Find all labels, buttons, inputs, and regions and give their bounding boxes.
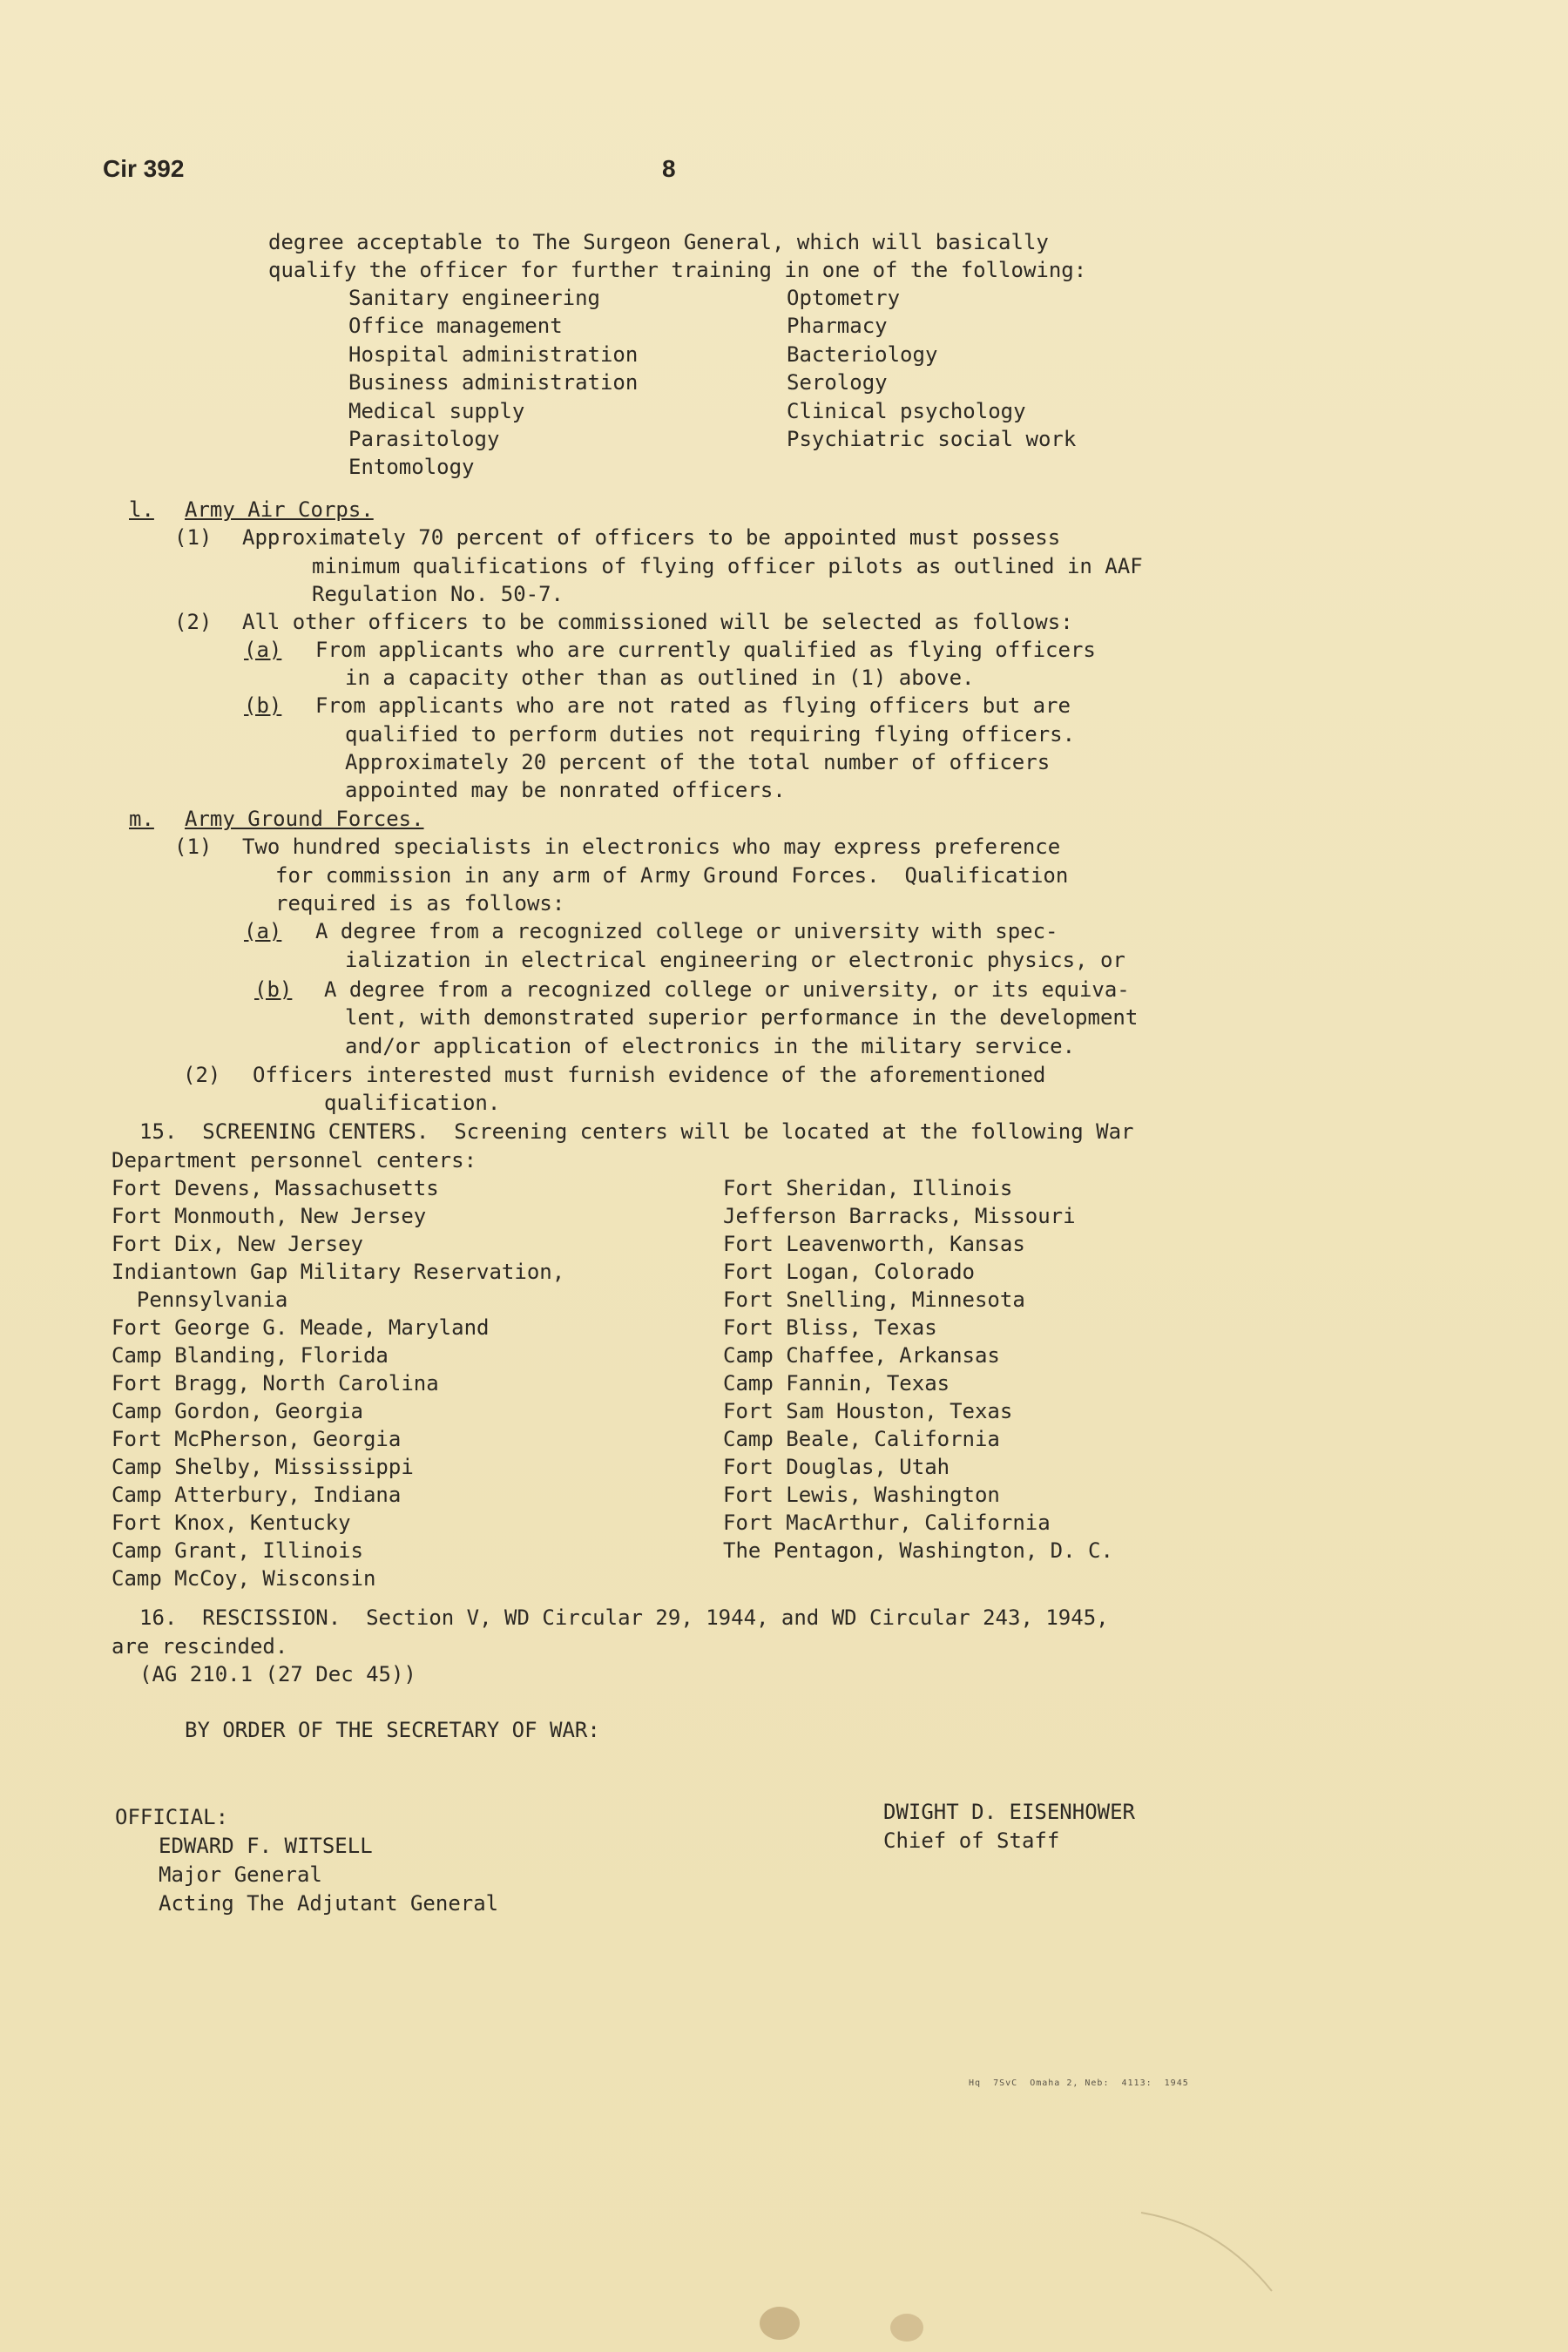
page-number: 8 [662, 155, 676, 182]
paragraph-text: Officers interested must furnish evidence of the aforementioned [253, 1063, 1046, 1087]
center-item: Camp McCoy, Wisconsin [112, 1566, 376, 1591]
crease-mark [1132, 2195, 1289, 2308]
center-item: Fort Sam Houston, Texas [723, 1399, 1013, 1423]
field-item: Medical supply [348, 399, 525, 423]
field-item: Office management [348, 314, 563, 338]
paragraph-number: (1) [174, 525, 213, 550]
paragraph-text: All other officers to be commissioned will be selected as follows: [242, 610, 1073, 634]
field-item: Pharmacy [787, 314, 888, 338]
subparagraph-letter: (b) [254, 977, 293, 1002]
paragraph-text: Regulation No. 50-7. [312, 582, 564, 606]
center-item: Fort McPherson, Georgia [112, 1427, 402, 1451]
paragraph-text: ialization in electrical engineering or electronic physics, or [345, 948, 1125, 972]
ink-stain [890, 2314, 923, 2342]
center-item: Camp Shelby, Mississippi [112, 1455, 414, 1479]
circular-number: Cir 392 [103, 155, 185, 182]
field-item: Parasitology [348, 427, 500, 451]
section-m-marker: m. [129, 807, 154, 831]
section-l-marker: l. [129, 497, 154, 522]
field-item: Optometry [787, 286, 901, 310]
center-item: Fort Bragg, North Carolina [112, 1371, 439, 1396]
field-item: Hospital administration [348, 342, 639, 367]
center-item: Camp Fannin, Texas [723, 1371, 950, 1396]
section-16-heading: 16. RESCISSION. Section V, WD Circular 29, 1944, and WD Circular 243, 1945, [139, 1605, 1109, 1630]
paragraph-text: Approximately 70 percent of officers to be appointed must possess [242, 525, 1061, 550]
section-15-heading: 15. SCREENING CENTERS. Screening centers will be located at the following War [139, 1119, 1134, 1144]
paragraph-text: lent, with demonstrated superior performance in the development [345, 1005, 1139, 1030]
paragraph-number: (1) [174, 835, 213, 859]
printer-imprint: Hq 7SvC Omaha 2, Neb: 4113: 1945 [969, 2078, 1189, 2088]
section-l-title: Army Air Corps. [185, 497, 374, 522]
field-item: Business administration [348, 370, 639, 395]
field-item: Sanitary engineering [348, 286, 600, 310]
center-item: Fort Lewis, Washington [723, 1483, 1000, 1507]
paragraph-text: From applicants who are not rated as flying officers but are [315, 693, 1071, 718]
subparagraph-letter: (b) [244, 693, 282, 718]
paragraph-text: From applicants who are currently qualified as flying officers [315, 638, 1096, 662]
center-item: Fort Monmouth, New Jersey [112, 1204, 427, 1228]
center-item: Fort Douglas, Utah [723, 1455, 950, 1479]
paragraph-text: for commission in any arm of Army Ground Forces. Qualification [275, 863, 1069, 888]
paragraph-text: minimum qualifications of flying officer pilots as outlined in AAF [312, 554, 1143, 578]
subparagraph-letter: (a) [244, 638, 282, 662]
official-name: EDWARD F. WITSELL [159, 1834, 373, 1858]
chief-name: DWIGHT D. EISENHOWER [883, 1800, 1135, 1824]
paragraph-text: A degree from a recognized college or university with spec- [315, 919, 1058, 943]
field-item: Serology [787, 370, 888, 395]
center-item: Camp Chaffee, Arkansas [723, 1343, 1000, 1368]
intro-line-2: qualify the officer for further training in one of the following: [268, 258, 1087, 282]
paragraph-text: in a capacity other than as outlined in (1) above. [345, 666, 975, 690]
paragraph-text: qualified to perform duties not requiring flying officers. [345, 722, 1076, 747]
ink-stain [760, 2307, 800, 2340]
field-item: Bacteriology [787, 342, 938, 367]
subparagraph-letter: (a) [244, 919, 282, 943]
center-item: Fort George G. Meade, Maryland [112, 1315, 490, 1340]
order-line: BY ORDER OF THE SECRETARY OF WAR: [185, 1718, 600, 1742]
center-item: Fort Knox, Kentucky [112, 1511, 351, 1535]
center-item: Fort Leavenworth, Kansas [723, 1232, 1025, 1256]
ag-reference: (AG 210.1 (27 Dec 45)) [139, 1662, 416, 1686]
center-item: Camp Gordon, Georgia [112, 1399, 363, 1423]
section-m-title: Army Ground Forces. [185, 807, 424, 831]
center-item: Fort MacArthur, California [723, 1511, 1051, 1535]
paragraph-text: appointed may be nonrated officers. [345, 778, 786, 802]
center-item: Indiantown Gap Military Reservation, [112, 1260, 565, 1284]
field-item: Psychiatric social work [787, 427, 1077, 451]
official-label: OFFICIAL: [115, 1805, 229, 1829]
center-item: Fort Sheridan, Illinois [723, 1176, 1013, 1200]
paragraph-text: qualification. [324, 1091, 501, 1115]
center-item: Camp Beale, California [723, 1427, 1000, 1451]
chief-title: Chief of Staff [883, 1828, 1060, 1853]
center-item: Fort Devens, Massachusetts [112, 1176, 439, 1200]
paragraph-text: Two hundred specialists in electronics who may express preference [242, 835, 1061, 859]
paragraph-text: A degree from a recognized college or university, or its equiva- [324, 977, 1130, 1002]
center-item: Camp Grant, Illinois [112, 1538, 363, 1563]
section-15-text: Department personnel centers: [112, 1148, 477, 1173]
center-item: Pennsylvania [112, 1288, 288, 1312]
center-item: Camp Blanding, Florida [112, 1343, 389, 1368]
section-16-text: are rescinded. [112, 1634, 288, 1659]
paragraph-text: required is as follows: [275, 891, 565, 916]
official-rank: Major General [159, 1862, 322, 1887]
paragraph-text: and/or application of electronics in the military service. [345, 1034, 1076, 1058]
paragraph-number: (2) [174, 610, 213, 634]
center-item: Fort Snelling, Minnesota [723, 1288, 1025, 1312]
center-item: Camp Atterbury, Indiana [112, 1483, 402, 1507]
paragraph-number: (2) [183, 1063, 221, 1087]
field-item: Clinical psychology [787, 399, 1026, 423]
intro-line-1: degree acceptable to The Surgeon General, which will basically [268, 230, 1049, 254]
paragraph-text: Approximately 20 percent of the total number of officers [345, 750, 1051, 774]
center-item: Fort Dix, New Jersey [112, 1232, 363, 1256]
field-item: Entomology [348, 455, 475, 479]
center-item: Fort Bliss, Texas [723, 1315, 937, 1340]
center-item: The Pentagon, Washington, D. C. [723, 1538, 1113, 1563]
center-item: Fort Logan, Colorado [723, 1260, 975, 1284]
center-item: Jefferson Barracks, Missouri [723, 1204, 1076, 1228]
official-title: Acting The Adjutant General [159, 1891, 499, 1916]
